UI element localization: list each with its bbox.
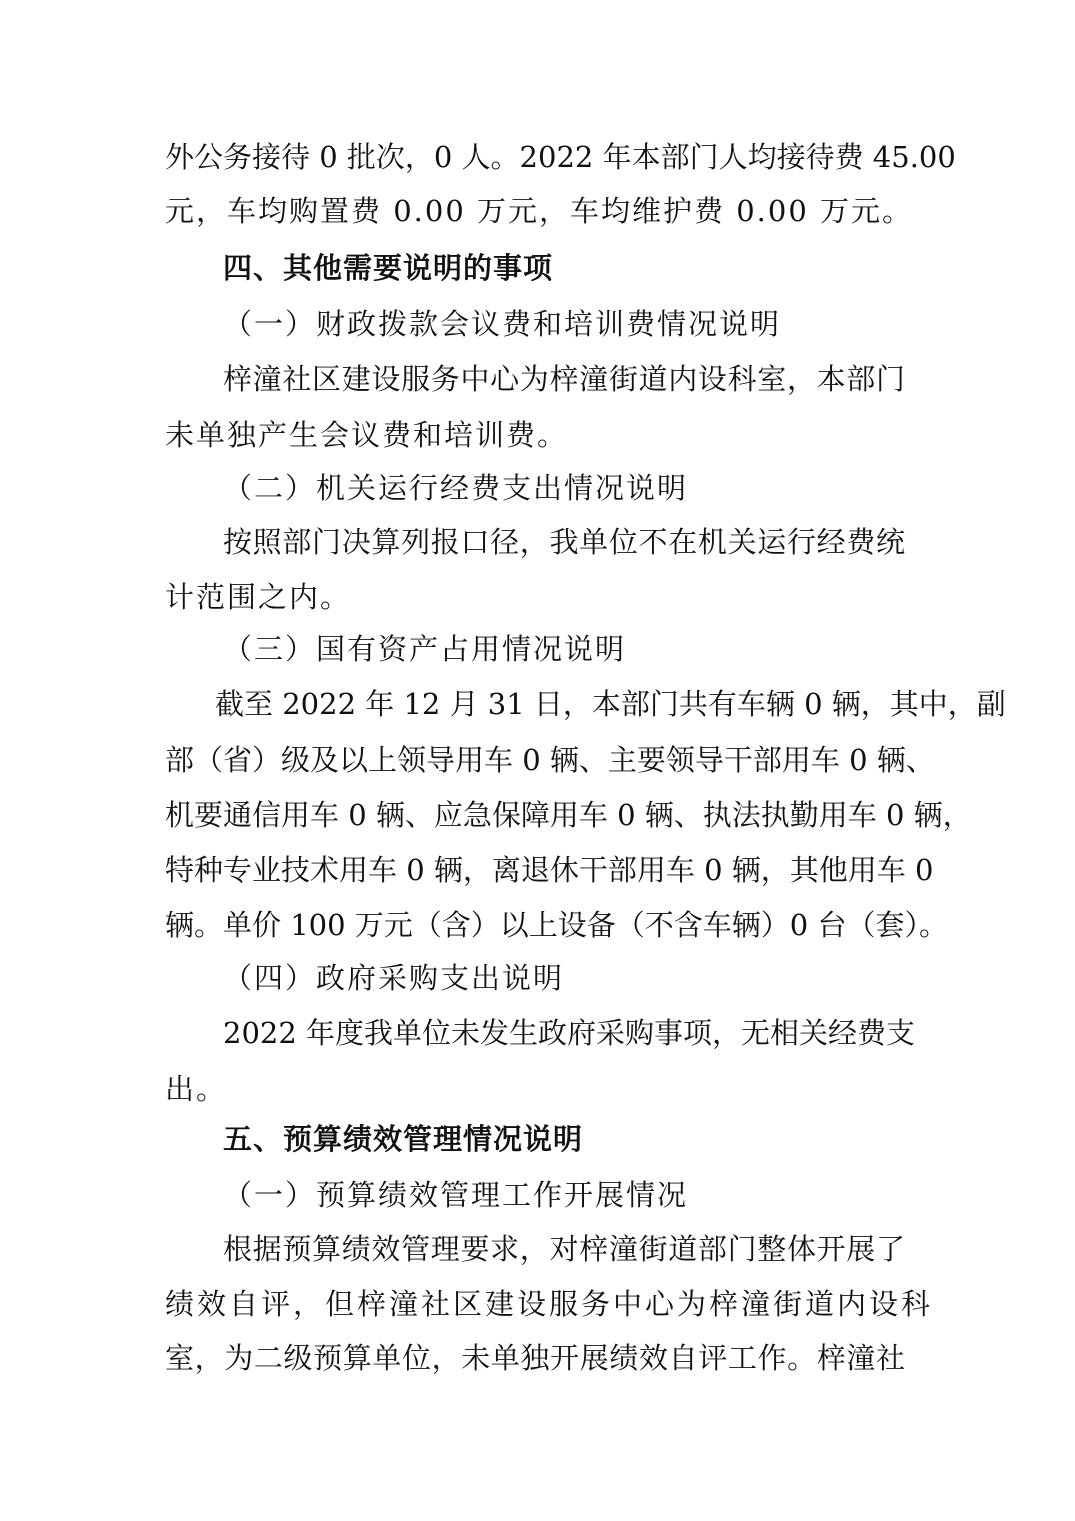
paragraph-line-3: 梓潼社区建设服务中心为梓潼街道内设科室，本部门 [223, 362, 905, 396]
paragraph-line-7: 截至 2022 年 12 月 31 日，本部门共有车辆 0 辆，其中，副 [215, 687, 1006, 721]
paragraph-line-4: 未单独产生会议费和培训费。 [165, 418, 569, 452]
paragraph-line-9: 机要通信用车 0 辆、应急保障用车 0 辆、执法执勤用车 0 辆， [165, 798, 972, 832]
paragraph-line-13: 出。 [165, 1072, 228, 1106]
subheading-4-3: （三）国有资产占用情况说明 [223, 632, 627, 666]
paragraph-line-16: 室，为二级预算单位，未单独开展绩效自评工作。梓潼社 [165, 1341, 905, 1375]
subheading-4-1: （一）财政拨款会议费和培训费情况说明 [223, 307, 782, 341]
paragraph-line-1: 外公务接待 0 批次，0 人。2022 年本部门人均接待费 45.00 [165, 140, 956, 174]
paragraph-line-6: 计范围之内。 [165, 580, 352, 614]
section-heading-4: 四、其他需要说明的事项 [223, 251, 554, 285]
subheading-5-1: （一）预算绩效管理工作开展情况 [223, 1178, 689, 1212]
paragraph-line-2: 元，车均购置费 0.00 万元，车均维护费 0.00 万元。 [165, 194, 914, 228]
paragraph-line-10: 特种专业技术用车 0 辆，离退休干部用车 0 辆，其他用车 0 [165, 853, 934, 887]
paragraph-line-8: 部（省）级及以上领导用车 0 辆、主要领导干部用车 0 辆、 [165, 743, 935, 777]
subheading-4-2: （二）机关运行经费支出情况说明 [223, 471, 689, 505]
section-heading-5: 五、预算绩效管理情况说明 [223, 1122, 584, 1156]
paragraph-line-5: 按照部门决算列报口径，我单位不在机关运行经费统 [223, 525, 905, 559]
paragraph-line-15: 绩效自评，但梓潼社区建设服务中心为梓潼街道内设科 [165, 1287, 934, 1321]
subheading-4-4: （四）政府采购支出说明 [223, 961, 565, 995]
paragraph-line-12: 2022 年度我单位未发生政府采购事项，无相关经费支 [223, 1016, 916, 1050]
paragraph-line-14: 根据预算绩效管理要求，对梓潼街道部门整体开展了 [223, 1232, 905, 1266]
paragraph-line-11: 辆。单价 100 万元（含）以上设备（不含车辆）0 台（套）。 [165, 908, 948, 942]
